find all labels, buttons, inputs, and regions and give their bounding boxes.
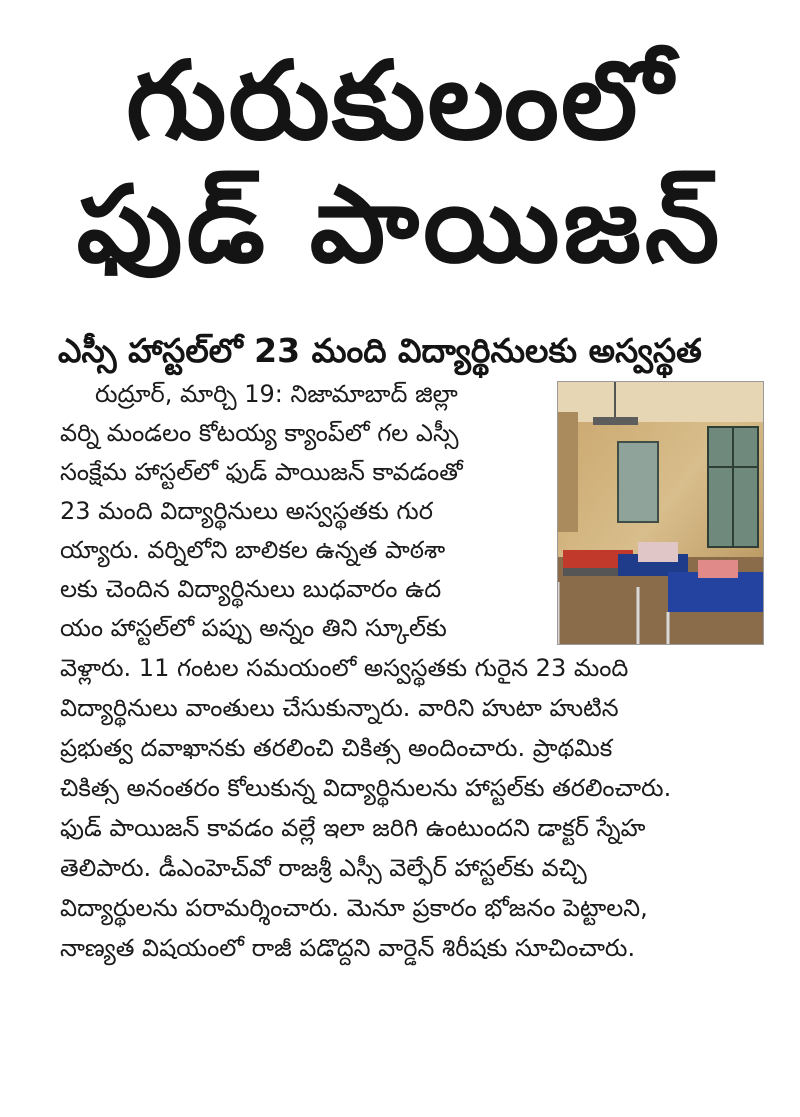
body-line: సంక్షేమ హాస్టల్‌లో ఫుడ్ పాయిజన్ కావడంతో <box>60 458 463 486</box>
headline-line-2: ఫుడ్ పాయిజన్ <box>76 163 724 286</box>
subheadline: ఎస్సీ హాస్టల్‌లో 23 మంది విద్యార్థినులకు అస్వస్థత <box>58 331 702 371</box>
body-line: వర్ని మండలం కోటయ్య క్యాంప్‌లో గల ఎస్సీ <box>60 419 459 447</box>
body-line: చికిత్స అనంతరం కోలుకున్న విద్యార్థినులను హాస్టల్‌కు తరలించారు. <box>60 774 672 802</box>
body-line: యం హాస్టల్‌లో పప్పు అన్నం తిని స్కూల్‌కు <box>60 614 447 642</box>
body-line: ఫుడ్ పాయిజన్ కావడం వల్లే ఇలా జరిగి ఉంటుందని డాక్టర్ స్నేహ <box>60 814 646 842</box>
body-line: నాణ్యత విషయంలో రాజీ పడొద్దని వార్డెన్ శిరీషకు సూచించారు. <box>60 934 636 962</box>
body-line: ప్రభుత్వ దవాఖానకు తరలించి చికిత్స అందించారు. ప్రాథమిక <box>60 734 613 762</box>
body-line: రుద్రూర్, మార్చి 19: నిజామాబాద్ జిల్లా <box>95 380 458 408</box>
hostel-room-photo <box>558 382 763 644</box>
body-line: లకు చెందిన విద్యార్థినులు బుధవారం ఉద <box>60 575 442 603</box>
body-line: వెళ్లారు. 11 గంటల సమయంలో అస్వస్థతకు గురైన 23 మంది <box>60 654 629 682</box>
body-line: య్యారు. వర్నిలోని బాలికల ఉన్నత పాఠశా <box>60 536 446 564</box>
body-line: విద్యార్థినులు వాంతులు చేసుకున్నారు. వారిని హుటా హుటిన <box>60 694 619 722</box>
headline-line-1: గురుకులంలో <box>126 39 674 164</box>
body-line: విద్యార్థులను పరామర్శించారు. మెనూ ప్రకారం భోజనం పెట్టాలని, <box>60 894 648 922</box>
article-photo <box>557 381 764 645</box>
body-line: 23 మంది విద్యార్థినులు అస్వస్థతకు గుర <box>60 497 433 525</box>
body-line: తెలిపారు. డీఎంహెచ్‌వో రాజశ్రీ ఎస్సీ వెల్ఫేర్ హాస్టల్‌కు వచ్చి <box>60 854 587 882</box>
